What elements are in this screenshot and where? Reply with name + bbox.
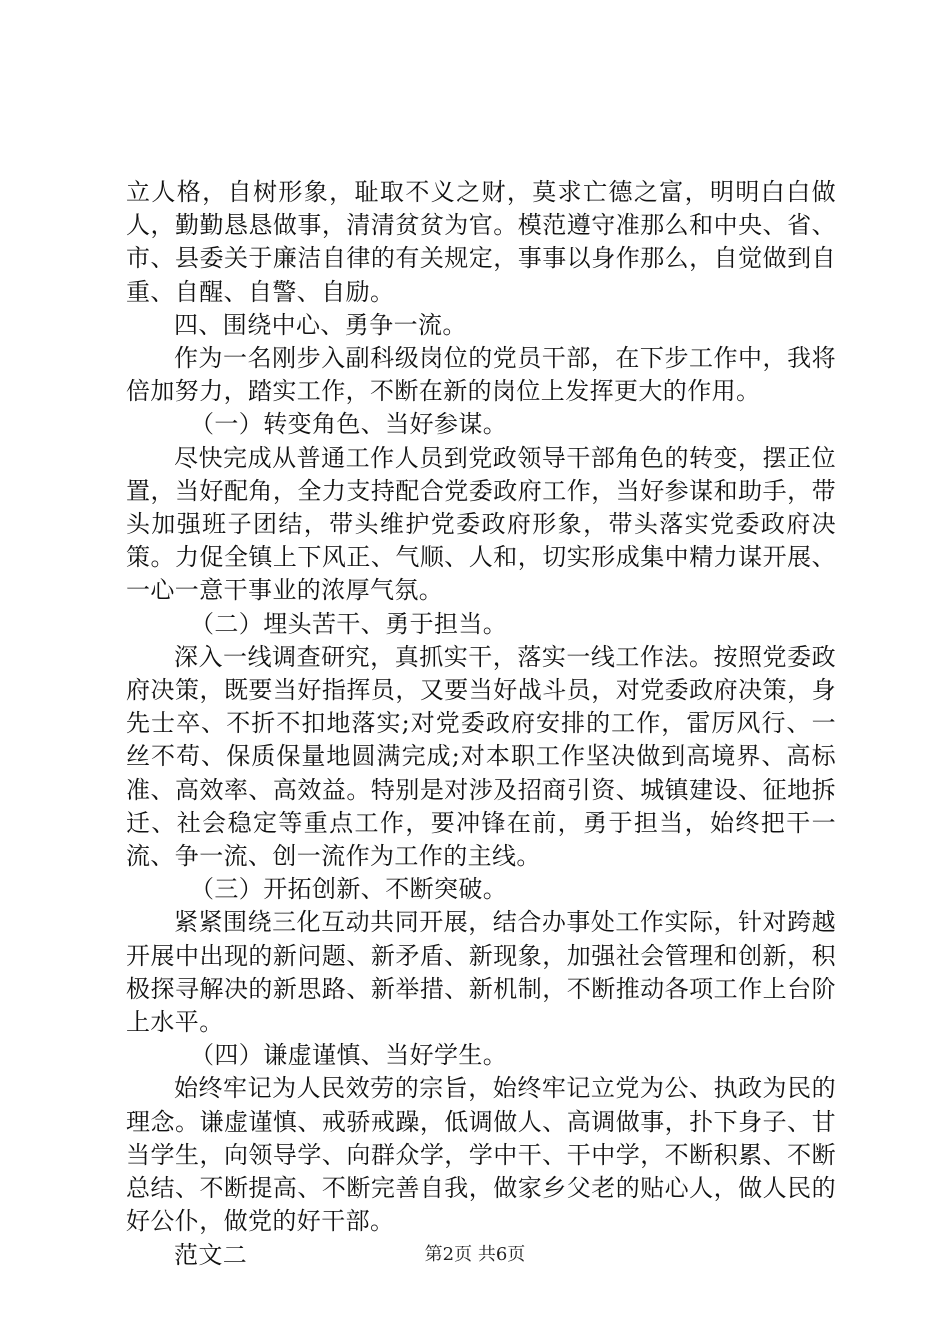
paragraph-intro: 作为一名刚步入副科级岗位的党员干部，在下步工作中，我将倍加努力，踏实工作，不断在新的岗位上发挥更大的作用。 xyxy=(126,344,836,406)
page-number-label: 第2页 共6页 xyxy=(424,1244,526,1265)
paragraph-role-change: 尽快完成从普通工作人员到党政领导干部角色的转变，摆正位置，当好配角，全力支持配合党委政府工作，当好参谋和助手，带头加强班子团结，带头维护党委政府形象，带头落实党委政府决策。力促全镇上下风正、气顺、人和，切实形成集中精力谋开展、一心一意干事业的浓厚气氛。 xyxy=(126,443,836,605)
paragraph-innovation: 紧紧围绕三化互动共同开展，结合办事处工作实际，针对跨越开展中出现的新问题、新矛盾、新现象，加强社会管理和创新，积极探寻解决的新思路、新举措、新机制，不断推动各项工作上台阶上水平。 xyxy=(126,908,836,1037)
sample-two-heading: 范文二 xyxy=(174,1240,248,1269)
paragraph-hard-work: 深入一线调查研究，真抓实干，落实一线工作法。按照党委政府决策，既要当好指挥员，又要当好战斗员，对党委政府决策，身先士卒、不折不扣地落实;对党委政府安排的工作，雷厉风行、一丝不苟、保质保量地圆满完成;对本职工作坚决做到高境界、高标准、高效率、高效益。特别是对涉及招商引资、城镇建设、征地拆迁、社会稳定等重点工作，要冲锋在前，勇于担当，始终把干一流、争一流、创一流作为工作的主线。 xyxy=(126,642,836,871)
subheading-four: （四）谦虚谨慎、当好学生。 xyxy=(190,1041,508,1070)
document-body xyxy=(126,176,836,1272)
paragraph-continuation: 立人格，自树形象，耻取不义之财，莫求亡德之富，明明白白做人，勤勤恳恳做事，清清贫贫为官。模范遵守准那么和中央、省、市、县委关于廉洁自律的有关规定，事事以身作那么，自觉做到自重、自醒、自警、自励。 xyxy=(126,178,836,306)
subheading-two: （二）埋头苦干、勇于担当。 xyxy=(190,609,508,638)
paragraph-modesty: 始终牢记为人民效劳的宗旨，始终牢记立党为公、执政为民的理念。谦虚谨慎、戒骄戒躁，低调做人、高调做事，扑下身子、甘当学生，向领导学、向群众学，学中干、干中学，不断积累、不断总结、不断提高、不断完善自我，做家乡父老的贴心人，做人民的好公仆，做党的好干部。 xyxy=(126,1074,836,1236)
page-footer xyxy=(0,1243,950,1267)
subheading-three: （三）开拓创新、不断突破。 xyxy=(190,875,508,904)
section-heading-four: 四、围绕中心、勇争一流。 xyxy=(174,310,467,339)
subheading-one: （一）转变角色、当好参谋。 xyxy=(190,410,508,439)
